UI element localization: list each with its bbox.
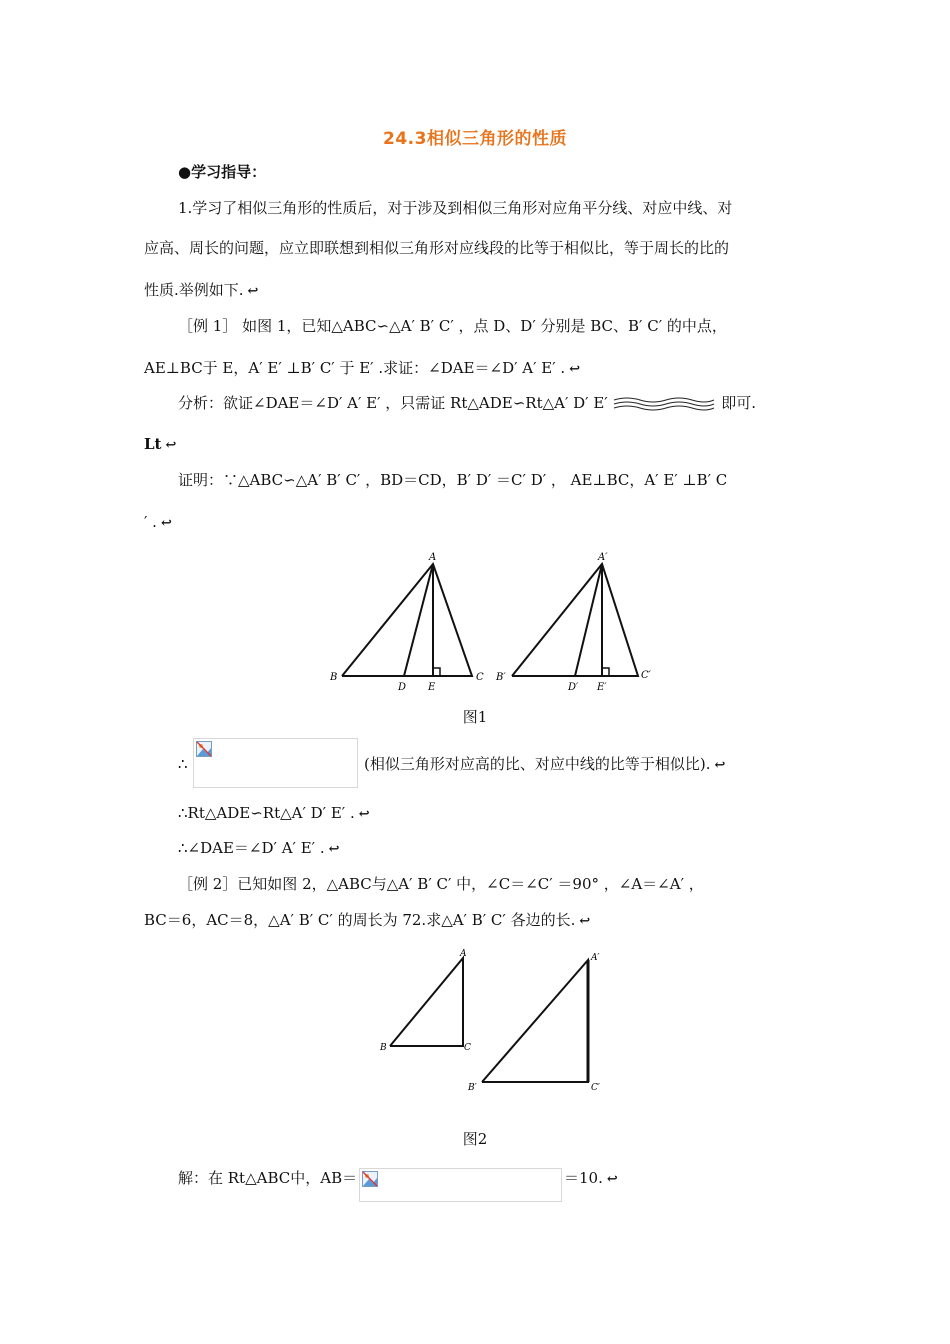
paragraph-mark-icon: ↩: [714, 758, 726, 773]
figure1-label-A-prime: A′: [598, 552, 608, 563]
figure1-label-B-prime: B′: [496, 672, 506, 683]
example1-line2-text: AE⊥BC于 E，A′ E′ ⊥B′ C′ 于 E′ .求证：∠DAE＝∠D′ A′ E′ .: [144, 359, 566, 377]
therefore2: ∴Rt△ADE∽Rt△A′ D′ E′ .: [178, 804, 355, 822]
figure2-label-C: C: [464, 1043, 471, 1053]
figure1-caption: 图1: [462, 708, 488, 726]
formula-image-placeholder: [359, 1168, 562, 1202]
figure1-right-triangle: [512, 564, 638, 676]
figure2-label-C-prime: C′: [591, 1083, 600, 1093]
figure1-label-E: E: [428, 682, 436, 693]
formula-image-placeholder: [193, 738, 358, 788]
therefore2-line: [178, 803, 370, 825]
solution-suffix-line: [564, 1168, 618, 1190]
therefore1-reason: (相似三角形对应高的比、对应中线的比等于相似比).: [364, 755, 711, 773]
broken-image-icon: [362, 1171, 378, 1187]
paragraph-mark-icon: ↩: [579, 914, 591, 929]
para1-line3-text: 性质.举例如下.: [144, 281, 244, 299]
figure1-diagram: [320, 548, 660, 698]
proof-line2-text: ′ .: [144, 513, 157, 531]
analysis-line: [178, 393, 756, 413]
paragraph-mark-icon: ↩: [165, 438, 177, 453]
therefore3: ∴∠DAE＝∠D′ A′ E′ .: [178, 839, 325, 857]
paragraph-mark-icon: ↩: [606, 1172, 618, 1187]
figure2-label-B: B: [380, 1043, 387, 1053]
para1-line1: 1.学习了相似三角形的性质后，对于涉及到相似三角形对应角平分线、对应中线、对: [178, 199, 733, 217]
figure2-right-triangle: [482, 960, 588, 1082]
figure1-label-A: A: [429, 552, 437, 563]
example2-line1: ［例 2］已知如图 2，△ABC与△A′ B′ C′ 中，∠C＝∠C′ ＝90° ，∠A＝∠A′ ，: [178, 875, 704, 893]
therefore1-reason-line: [364, 754, 725, 776]
example1-line1: ［例 1］ 如图 1，已知△ABC∽△A′ B′ C′ ，点 D、D′ 分别是 BC、B′ C′ 的中点，: [178, 317, 727, 335]
example1-line2: [144, 358, 580, 380]
stray-mark-line: [144, 434, 176, 456]
figure2-label-B-prime: B′: [468, 1083, 477, 1093]
proof-line2: [144, 512, 172, 534]
figure2-label-A-prime: A′: [591, 953, 600, 963]
stray-text: Lt: [144, 435, 162, 453]
analysis-text: 分析：欲证∠DAE＝∠D′ A′ E′ ，只需证 Rt△ADE∽Rt△A′ D′ E′: [178, 394, 608, 412]
page-title: 24.3相似三角形的性质: [383, 129, 567, 149]
paragraph-mark-icon: ↩: [247, 284, 259, 299]
paragraph-mark-icon: ↩: [569, 362, 581, 377]
para1-line3: [144, 280, 258, 302]
figure2-label-A: A: [460, 949, 467, 959]
figure2-caption: 图2: [462, 1130, 488, 1148]
figure1-label-D-prime: D′: [568, 682, 579, 693]
solution-suffix: ＝10.: [564, 1169, 603, 1187]
paragraph-mark-icon: ↩: [328, 842, 340, 857]
paragraph-mark-icon: ↩: [358, 807, 370, 822]
example2-line2-text: BC＝6，AC＝8，△A′ B′ C′ 的周长为 72.求△A′ B′ C′ 各边的长.: [144, 911, 576, 929]
figure1-label-C: C: [476, 672, 484, 683]
figure1-label-E-prime: E′: [597, 682, 607, 693]
proof-line1: 证明：∵△ABC∽△A′ B′ C′ ，BD＝CD，B′ D′ ＝C′ D′ ， AE⊥BC，A′ E′ ⊥B′ C: [178, 471, 728, 489]
therefore3-line: [178, 838, 340, 860]
figure1-label-D: D: [398, 682, 407, 693]
broken-image-icon: [196, 741, 212, 757]
therefore1-prefix: ∴: [178, 755, 188, 773]
wavy-underline-icon: [612, 396, 716, 412]
figure1-left-triangle: [342, 564, 472, 676]
figure1-label-C-prime: C′: [641, 670, 651, 681]
example2-line2: [144, 910, 590, 932]
para1-line2: 应高、周长的问题，应立即联想到相似三角形对应线段的比等于相似比，等于周长的比的: [144, 239, 730, 257]
guide-heading: ●学习指导：: [178, 163, 267, 181]
figure2-left-triangle: [390, 958, 463, 1046]
paragraph-mark-icon: ↩: [160, 516, 172, 531]
figure1-label-B: B: [330, 672, 338, 683]
analysis-end: 即可.: [721, 394, 757, 412]
solution-prefix: 解：在 Rt△ABC中，AB＝: [178, 1169, 358, 1187]
figure2-diagram: [376, 946, 616, 1096]
